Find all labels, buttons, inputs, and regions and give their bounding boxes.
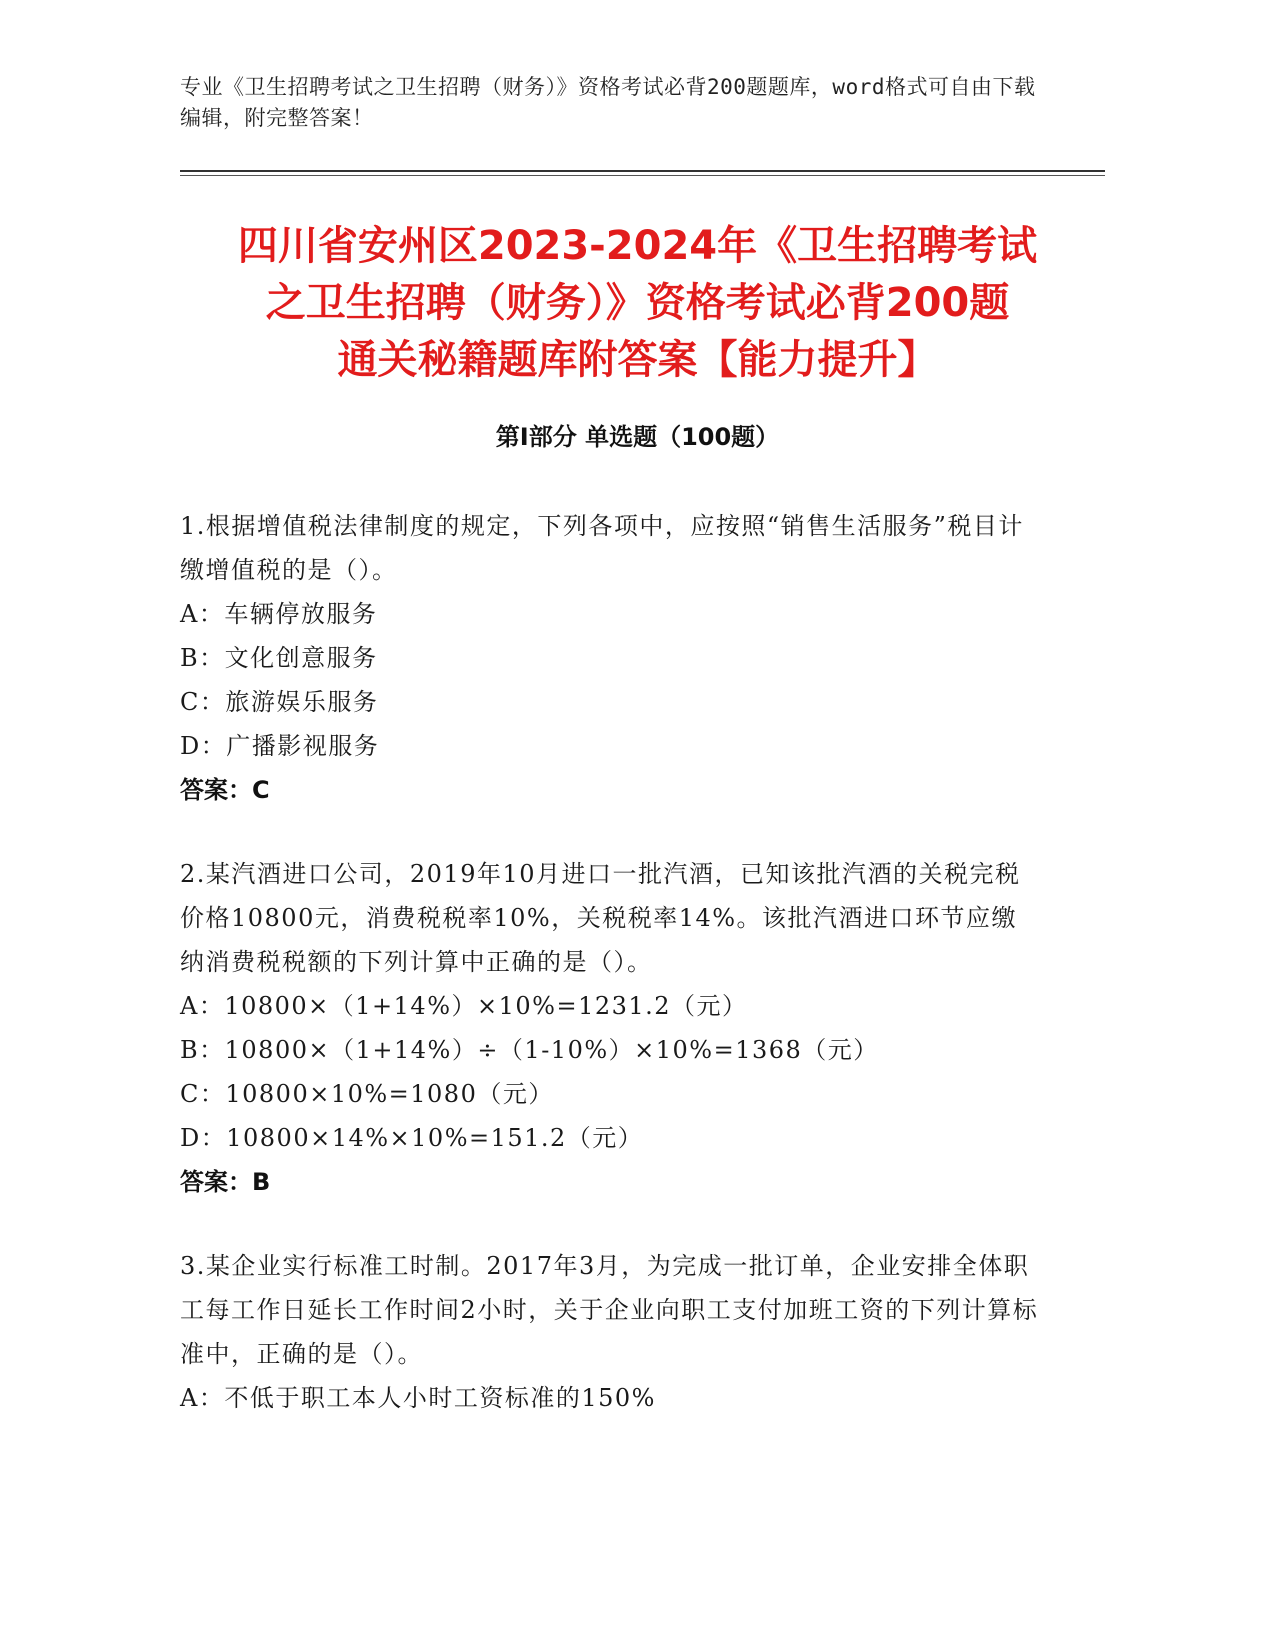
question-2 [180, 852, 1040, 1204]
question-stem: 2.某汽酒进口公司，2019年10月进口一批汽酒，已知该批汽酒的关税完税价格10800元，消费税税率10%，关税税率14%。该批汽酒进口环节应缴纳消费税税额的下列计算中正确的是（）。 [180, 860, 1021, 976]
title-line-2: 之卫生招聘（财务）》资格考试必背200题 [265, 280, 1010, 326]
question-stem: 3.某企业实行标准工时制。2017年3月，为完成一批订单，企业安排全体职工每工作日延长工作时间2小时，关于企业向职工支付加班工资的下列计算标准中，正确的是（）。 [180, 1252, 1039, 1368]
option-a: A：不低于职工本人小时工资标准的150% [180, 1384, 656, 1412]
option-c: C：10800×10%=1080（元） [180, 1080, 554, 1108]
option-c: C：旅游娱乐服务 [180, 688, 379, 716]
option-a: A：车辆停放服务 [180, 600, 378, 628]
question-3 [180, 1244, 1040, 1420]
option-d: D：广播影视服务 [180, 732, 380, 760]
title-line-3: 通关秘籍题库附答案【能力提升】 [337, 337, 938, 383]
document-title [120, 218, 1155, 389]
answer: 答案：C [180, 776, 270, 804]
question-list [180, 504, 1040, 1460]
option-b: B：10800×（1+14%）÷（1-10%）×10%=1368（元） [180, 1036, 879, 1064]
option-d: D：10800×14%×10%=151.2（元） [180, 1124, 644, 1152]
title-line-1: 四川省安州区2023-2024年《卫生招聘考试 [237, 223, 1038, 269]
option-b: B：文化创意服务 [180, 644, 378, 672]
answer: 答案：B [180, 1168, 271, 1196]
question-1 [180, 504, 1040, 812]
header-divider-thin [180, 175, 1105, 176]
section-title: 第Ⅰ部分 单选题（100题） [495, 423, 780, 451]
header-divider-thick [180, 170, 1105, 172]
option-a: A：10800×（1+14%）×10%=1231.2（元） [180, 992, 748, 1020]
header-note: 专业《卫生招聘考试之卫生招聘（财务）》资格考试必背200题题库，word格式可自由下载编辑，附完整答案！ [180, 75, 1036, 130]
question-stem: 1.根据增值税法律制度的规定，下列各项中，应按照“销售生活服务”税目计缴增值税的是（）。 [180, 512, 1024, 584]
